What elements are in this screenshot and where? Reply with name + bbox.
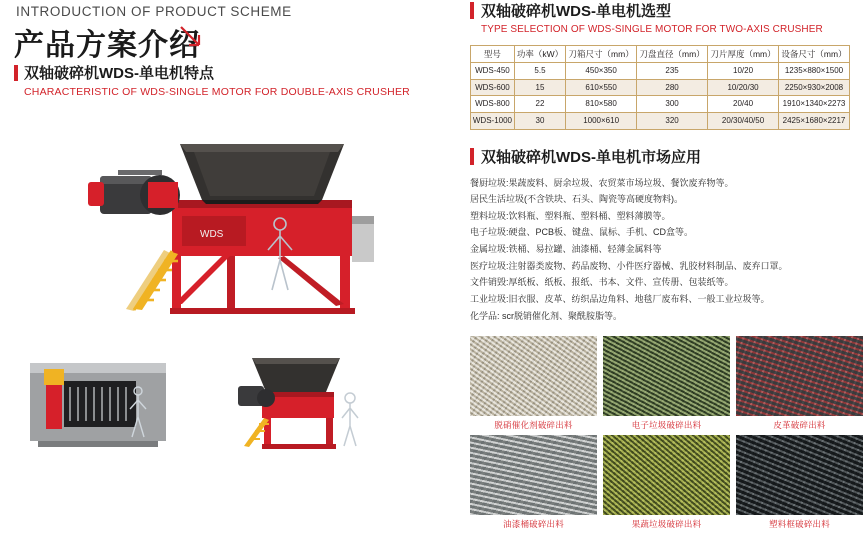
table-cell: 15 <box>514 79 565 96</box>
photo-caption: 电子垃圾破碎出料 <box>631 420 702 430</box>
application-heading <box>470 146 864 167</box>
table-cell: 810×580 <box>566 96 637 113</box>
photo-cell <box>470 336 597 431</box>
table-cell: WDS-800 <box>471 96 515 113</box>
table-cell: 22 <box>514 96 565 113</box>
feature-subheading-cn: 双轴破碎机WDS-单电机特点 <box>24 65 214 82</box>
table-cell: 320 <box>637 112 708 129</box>
product-photo-front-view <box>8 345 188 455</box>
table-header-cell: 型号 <box>471 46 515 63</box>
table-cell: 20/40 <box>708 96 779 113</box>
table-cell: 450×350 <box>566 63 637 80</box>
list-item: 居民生活垃圾(不含铁块、石头、陶瓷等高硬度物料)。 <box>470 194 683 205</box>
red-bar-accent <box>470 148 474 165</box>
material-photo <box>470 336 597 416</box>
table-cell: 1910×1340×2273 <box>779 96 850 113</box>
page-title: 产品方案介绍 <box>14 29 200 62</box>
material-photo <box>736 336 863 416</box>
feature-subheading <box>14 62 410 98</box>
table-row <box>471 63 850 80</box>
output-material-photo-grid <box>470 336 864 530</box>
list-item: 医疗垃圾:注射器类废物、药品废物、小件医疗器械、乳胶材料制品、废弃口罩。 <box>470 260 788 271</box>
table-cell: 2250×930×2008 <box>779 79 850 96</box>
table-header-row <box>471 46 850 63</box>
page-title-english: INTRODUCTION OF PRODUCT SCHEME <box>16 4 292 19</box>
photo-row <box>470 336 864 431</box>
table-cell: 5.5 <box>514 63 565 80</box>
table-cell: 280 <box>637 79 708 96</box>
table-cell: 235 <box>637 63 708 80</box>
table-header-cell: 刀箱尺寸（mm） <box>566 46 637 63</box>
photo-cell <box>736 336 863 431</box>
photo-caption: 脱硝催化剂破碎出料 <box>494 420 573 430</box>
specification-table <box>470 45 850 130</box>
down-right-arrow-icon <box>178 24 204 50</box>
list-item: 工业垃圾:旧衣服、皮革、纺织品边角料、地毯厂废布料、一般工业垃圾等。 <box>470 294 770 305</box>
table-row <box>471 112 850 129</box>
table-cell: 20/30/40/50 <box>708 112 779 129</box>
table-cell: WDS-600 <box>471 79 515 96</box>
table-header-cell: 刀盘直径（mm） <box>637 46 708 63</box>
table-cell: 300 <box>637 96 708 113</box>
photo-cell <box>603 435 730 530</box>
right-column <box>470 0 864 542</box>
feature-subheading-en: CHARACTERISTIC OF WDS-SINGLE MOTOR FOR DOUBLE-AXIS CRUSHER <box>24 86 410 98</box>
list-item: 餐厨垃圾:果蔬废料、厨余垃圾、农贸菜市场垃圾、餐饮废弃物等。 <box>470 177 734 188</box>
application-heading-cn: 双轴破碎机WDS-单电机市场应用 <box>481 148 701 166</box>
machine-brand-label: WDS <box>200 229 224 240</box>
list-item: 电子垃圾:硬盘、PCB板、键盘、鼠标、手机、CD盒等。 <box>470 227 694 238</box>
material-photo <box>736 435 863 515</box>
product-photo-angle-view <box>200 340 385 460</box>
photo-row <box>470 435 864 530</box>
spec-heading-en: TYPE SELECTION OF WDS-SINGLE MOTOR FOR TWO-AXIS CRUSHER <box>481 24 823 35</box>
crusher-machine-illustration <box>22 104 432 319</box>
table-row <box>471 96 850 113</box>
photo-cell <box>603 336 730 431</box>
photo-caption: 皮革破碎出料 <box>773 420 826 430</box>
material-photo <box>603 435 730 515</box>
table-header-cell: 功率（kW） <box>514 46 565 63</box>
list-item: 文件销毁:厚纸板、纸板、报纸、书本、文件、宣传册、包装纸等。 <box>470 277 734 288</box>
photo-caption: 油漆桶破碎出料 <box>503 519 564 529</box>
spec-heading <box>470 0 864 35</box>
table-cell: WDS-1000 <box>471 112 515 129</box>
red-bar-accent <box>470 2 474 19</box>
table-cell: WDS-450 <box>471 63 515 80</box>
table-row <box>471 79 850 96</box>
table-cell: 1235×880×1500 <box>779 63 850 80</box>
material-photo <box>603 336 730 416</box>
application-list <box>470 175 864 325</box>
list-item: 化学品: scr脱销催化剂、聚酰胺脂等。 <box>470 310 622 321</box>
material-photo <box>470 435 597 515</box>
photo-cell <box>470 435 597 530</box>
photo-cell <box>736 435 863 530</box>
table-header-cell: 刀片厚度（mm） <box>708 46 779 63</box>
photo-caption: 塑料框破碎出料 <box>769 519 830 529</box>
table-cell: 1000×610 <box>566 112 637 129</box>
table-cell: 2425×1680×2217 <box>779 112 850 129</box>
table-header-cell: 设备尺寸（mm） <box>779 46 850 63</box>
list-item: 塑料垃圾:饮料瓶、塑料瓶、塑料桶、塑料薄膜等。 <box>470 210 671 221</box>
red-bar-accent <box>14 65 18 81</box>
table-cell: 10/20/30 <box>708 79 779 96</box>
photo-caption: 果蔬垃圾破碎出料 <box>631 519 702 529</box>
table-cell: 30 <box>514 112 565 129</box>
list-item: 金属垃圾:铁桶、易拉罐、油漆桶、轻薄金属料等 <box>470 244 662 255</box>
spec-heading-cn: 双轴破碎机WDS-单电机选型 <box>481 3 671 20</box>
table-cell: 610×550 <box>566 79 637 96</box>
table-cell: 10/20 <box>708 63 779 80</box>
